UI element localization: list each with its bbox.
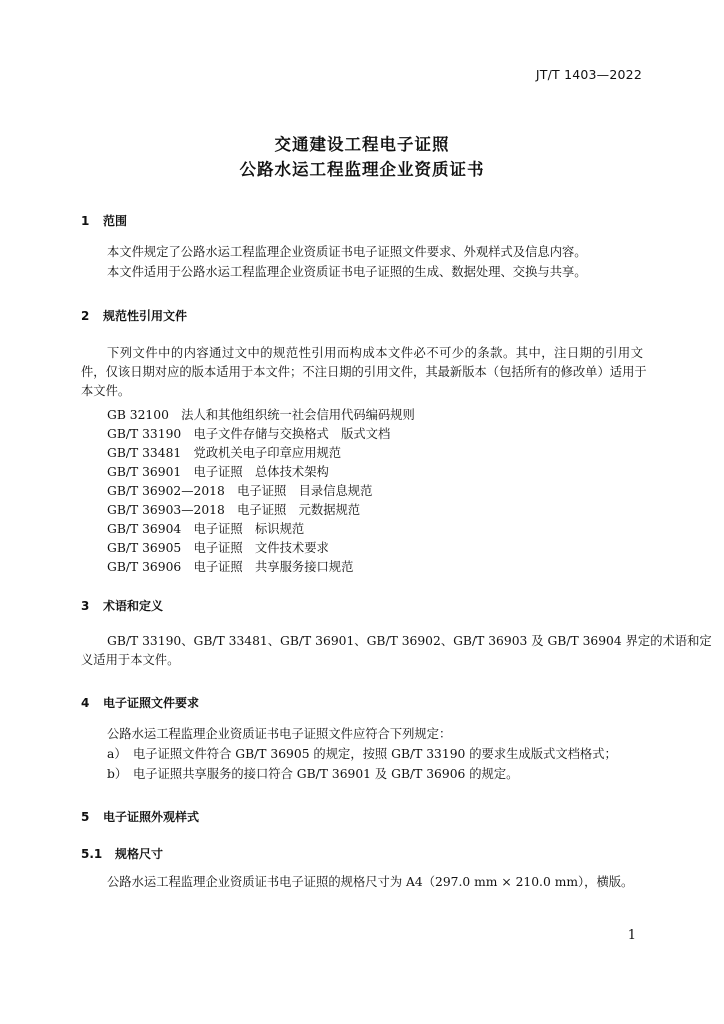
section-1-heading — [81, 212, 127, 229]
terms-paragraph-line1: GB/T 33190、GB/T 33481、GB/T 36901、GB/T 36902、GB/T 36903 及 GB/T 36904 界定的术语和定 — [107, 634, 712, 648]
scope-paragraph-1: 本文件规定了公路水运工程监理企业资质证书电子证照文件要求、外观样式及信息内容。 — [107, 245, 587, 259]
section-number: 1 — [81, 214, 90, 228]
document-title-line1: 交通建设工程电子证照 — [274, 135, 450, 154]
standard-code: JT/T 1403—2022 — [535, 67, 642, 82]
reference-item: GB/T 36903—2018 电子证照 元数据规范 — [107, 503, 361, 517]
reference-item: GB/T 33481 党政机关电子印章应用规范 — [107, 446, 342, 460]
section-title: 电子证照外观样式 — [103, 810, 200, 824]
section-title: 规格尺寸 — [115, 847, 164, 861]
terms-paragraph-line2: 义适用于本文件。 — [81, 653, 180, 667]
list-text: 电子证照文件符合 GB/T 36905 的规定，按照 GB/T 33190 的要求生成版式文档格式； — [133, 747, 617, 761]
normative-refs-paragraph-line2: 件，仅该日期对应的版本适用于本文件；不注日期的引用文件，其最新版本（包括所有的修改单）适用于 — [81, 365, 647, 379]
section-number: 5.1 — [81, 847, 103, 861]
document-title-line2: 公路水运工程监理企业资质证书 — [239, 160, 485, 179]
section-number: 4 — [81, 696, 90, 710]
size-paragraph: 公路水运工程监理企业资质证书电子证照的规格尺寸为 A4（297.0 mm × 210.0 mm），横版。 — [107, 875, 634, 889]
list-label: a） — [107, 747, 127, 761]
list-label: b） — [107, 767, 128, 781]
section-3-heading — [81, 597, 163, 614]
list-item — [107, 765, 518, 784]
reference-item: GB/T 36906 电子证照 共享服务接口规范 — [107, 560, 354, 574]
reference-item: GB 32100 法人和其他组织统一社会信用代码编码规则 — [107, 408, 415, 422]
section-2-heading — [81, 307, 187, 324]
reference-item: GB/T 33190 电子文件存储与交换格式 版式文档 — [107, 427, 391, 441]
requirements-intro: 公路水运工程监理企业资质证书电子证照文件应符合下列规定： — [107, 727, 452, 741]
reference-item: GB/T 36902—2018 电子证照 目录信息规范 — [107, 484, 373, 498]
section-number: 5 — [81, 810, 90, 824]
section-title: 范围 — [103, 214, 128, 228]
reference-item: GB/T 36901 电子证照 总体技术架构 — [107, 465, 329, 479]
section-5-heading — [81, 808, 199, 825]
reference-item: GB/T 36904 电子证照 标识规范 — [107, 522, 305, 536]
section-title: 规范性引用文件 — [103, 309, 188, 323]
normative-refs-paragraph-line3: 本文件。 — [81, 384, 131, 398]
scope-paragraph-2: 本文件适用于公路水运工程监理企业资质证书电子证照的生成、数据处理、交换与共享。 — [107, 265, 587, 279]
list-text: 电子证照共享服务的接口符合 GB/T 36901 及 GB/T 36906 的规定。 — [133, 767, 519, 781]
section-4-heading — [81, 694, 199, 711]
normative-refs-paragraph-line1: 下列文件中的内容通过文中的规范性引用而构成本文件必不可少的条款。其中，注日期的引用文 — [107, 346, 643, 360]
reference-item: GB/T 36905 电子证照 文件技术要求 — [107, 541, 329, 555]
section-title: 电子证照文件要求 — [103, 696, 200, 710]
list-item — [107, 745, 617, 764]
section-5-1-heading — [81, 845, 163, 862]
section-number: 2 — [81, 309, 90, 323]
section-title: 术语和定义 — [103, 599, 164, 613]
page-number: 1 — [627, 928, 636, 943]
section-number: 3 — [81, 599, 90, 613]
